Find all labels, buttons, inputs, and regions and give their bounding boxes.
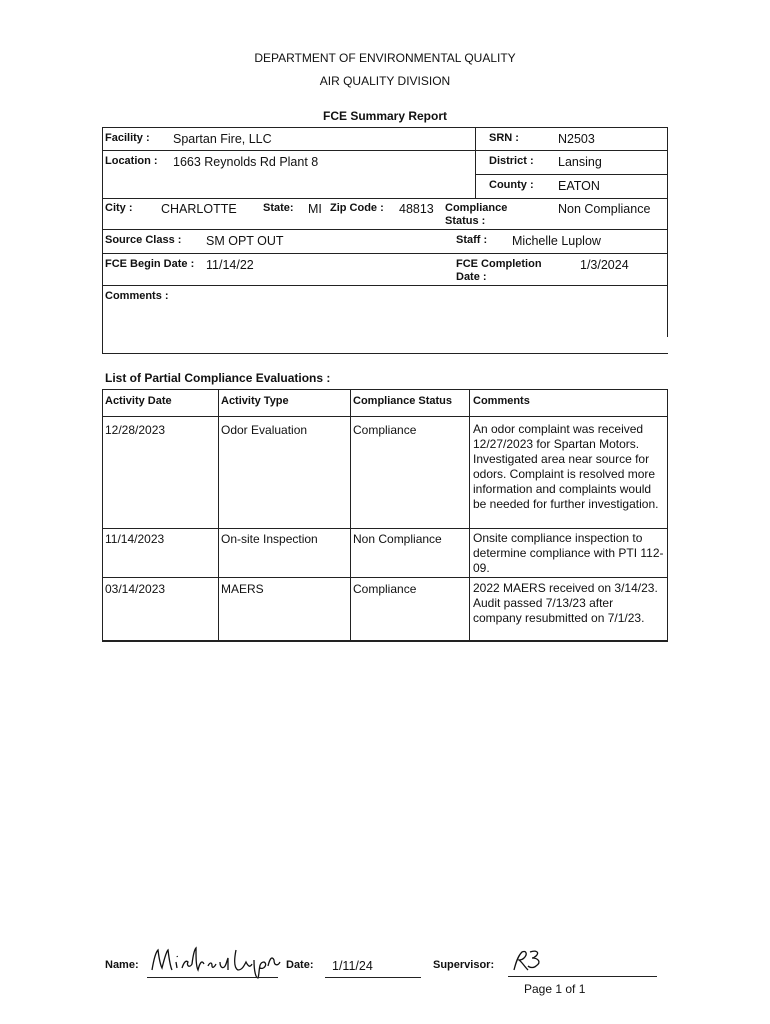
fce-completion-label: FCE Completion <box>456 258 542 270</box>
district-label: District : <box>489 155 534 167</box>
supervisor-label: Supervisor: <box>433 959 495 971</box>
compliance-status-label-2: Status : <box>445 215 486 227</box>
report-title: FCE Summary Report <box>322 109 448 123</box>
col-header-compliance-status: Compliance Status <box>353 395 453 407</box>
cell-comments: 2022 MAERS received on 3/14/23. Audit passed 7/13/23 after company resubmitted on 7/1/23. <box>473 581 658 625</box>
fce-completion-label-2: Date : <box>456 271 487 283</box>
srn-label: SRN : <box>489 132 519 144</box>
name-signature <box>146 944 282 980</box>
zip-value: 48813 <box>399 202 434 216</box>
cell-activity-date: 12/28/2023 <box>105 423 166 437</box>
col-header-activity-date: Activity Date <box>105 395 172 407</box>
state-value: MI <box>308 202 322 216</box>
date-label: Date: <box>286 959 314 971</box>
source-class-value: SM OPT OUT <box>206 234 284 248</box>
facility-value: Spartan Fire, LLC <box>173 132 272 146</box>
page-number: Page 1 of 1 <box>524 982 586 996</box>
srn-value: N2503 <box>558 132 595 146</box>
facility-label: Facility : <box>105 132 150 144</box>
cell-activity-date: 03/14/2023 <box>105 582 166 596</box>
staff-label: Staff : <box>456 234 488 246</box>
name-label: Name: <box>105 959 139 971</box>
zip-label: Zip Code : <box>330 202 384 214</box>
cell-comments: Onsite compliance inspection to determine compliance with PTI 112-09. <box>473 531 664 575</box>
city-value: CHARLOTTE <box>161 202 237 216</box>
cell-compliance-status: Non Compliance <box>353 532 442 546</box>
location-value: 1663 Reynolds Rd Plant 8 <box>173 155 319 169</box>
county-value: EATON <box>558 179 600 193</box>
col-header-activity-type: Activity Type <box>221 395 289 407</box>
supervisor-signature <box>510 948 550 974</box>
division-heading: AIR QUALITY DIVISION <box>319 74 451 88</box>
district-value: Lansing <box>558 155 602 169</box>
compliance-status-label: Compliance <box>445 202 508 214</box>
staff-value: Michelle Luplow <box>512 234 601 248</box>
cell-activity-type: MAERS <box>221 582 264 596</box>
date-value: 1/11/24 <box>332 959 373 973</box>
pce-title: List of Partial Compliance Evaluations : <box>105 371 331 385</box>
cell-activity-type: Odor Evaluation <box>221 423 308 437</box>
state-label: State: <box>263 202 294 214</box>
cell-activity-type: On-site Inspection <box>221 532 318 546</box>
comments-label: Comments : <box>105 290 169 302</box>
fce-completion-value: 1/3/2024 <box>580 258 629 272</box>
fce-begin-value: 11/14/22 <box>206 258 254 272</box>
cell-compliance-status: Compliance <box>353 582 417 596</box>
source-class-label: Source Class : <box>105 234 182 246</box>
compliance-status-value: Non Compliance <box>558 202 651 216</box>
cell-activity-date: 11/14/2023 <box>105 532 165 546</box>
cell-compliance-status: Compliance <box>353 423 417 437</box>
fce-begin-label: FCE Begin Date : <box>105 258 195 270</box>
cell-comments: An odor complaint was received 12/27/2023 for Spartan Motors. Investigated area near source for odors. Complaint is resolved more information and complaints would be needed for further investigation. <box>473 422 659 511</box>
location-label: Location : <box>105 155 158 167</box>
col-header-comments: Comments <box>473 395 530 407</box>
city-label: City : <box>105 202 133 214</box>
county-label: County : <box>489 179 534 191</box>
department-heading: DEPARTMENT OF ENVIRONMENTAL QUALITY <box>254 51 516 65</box>
